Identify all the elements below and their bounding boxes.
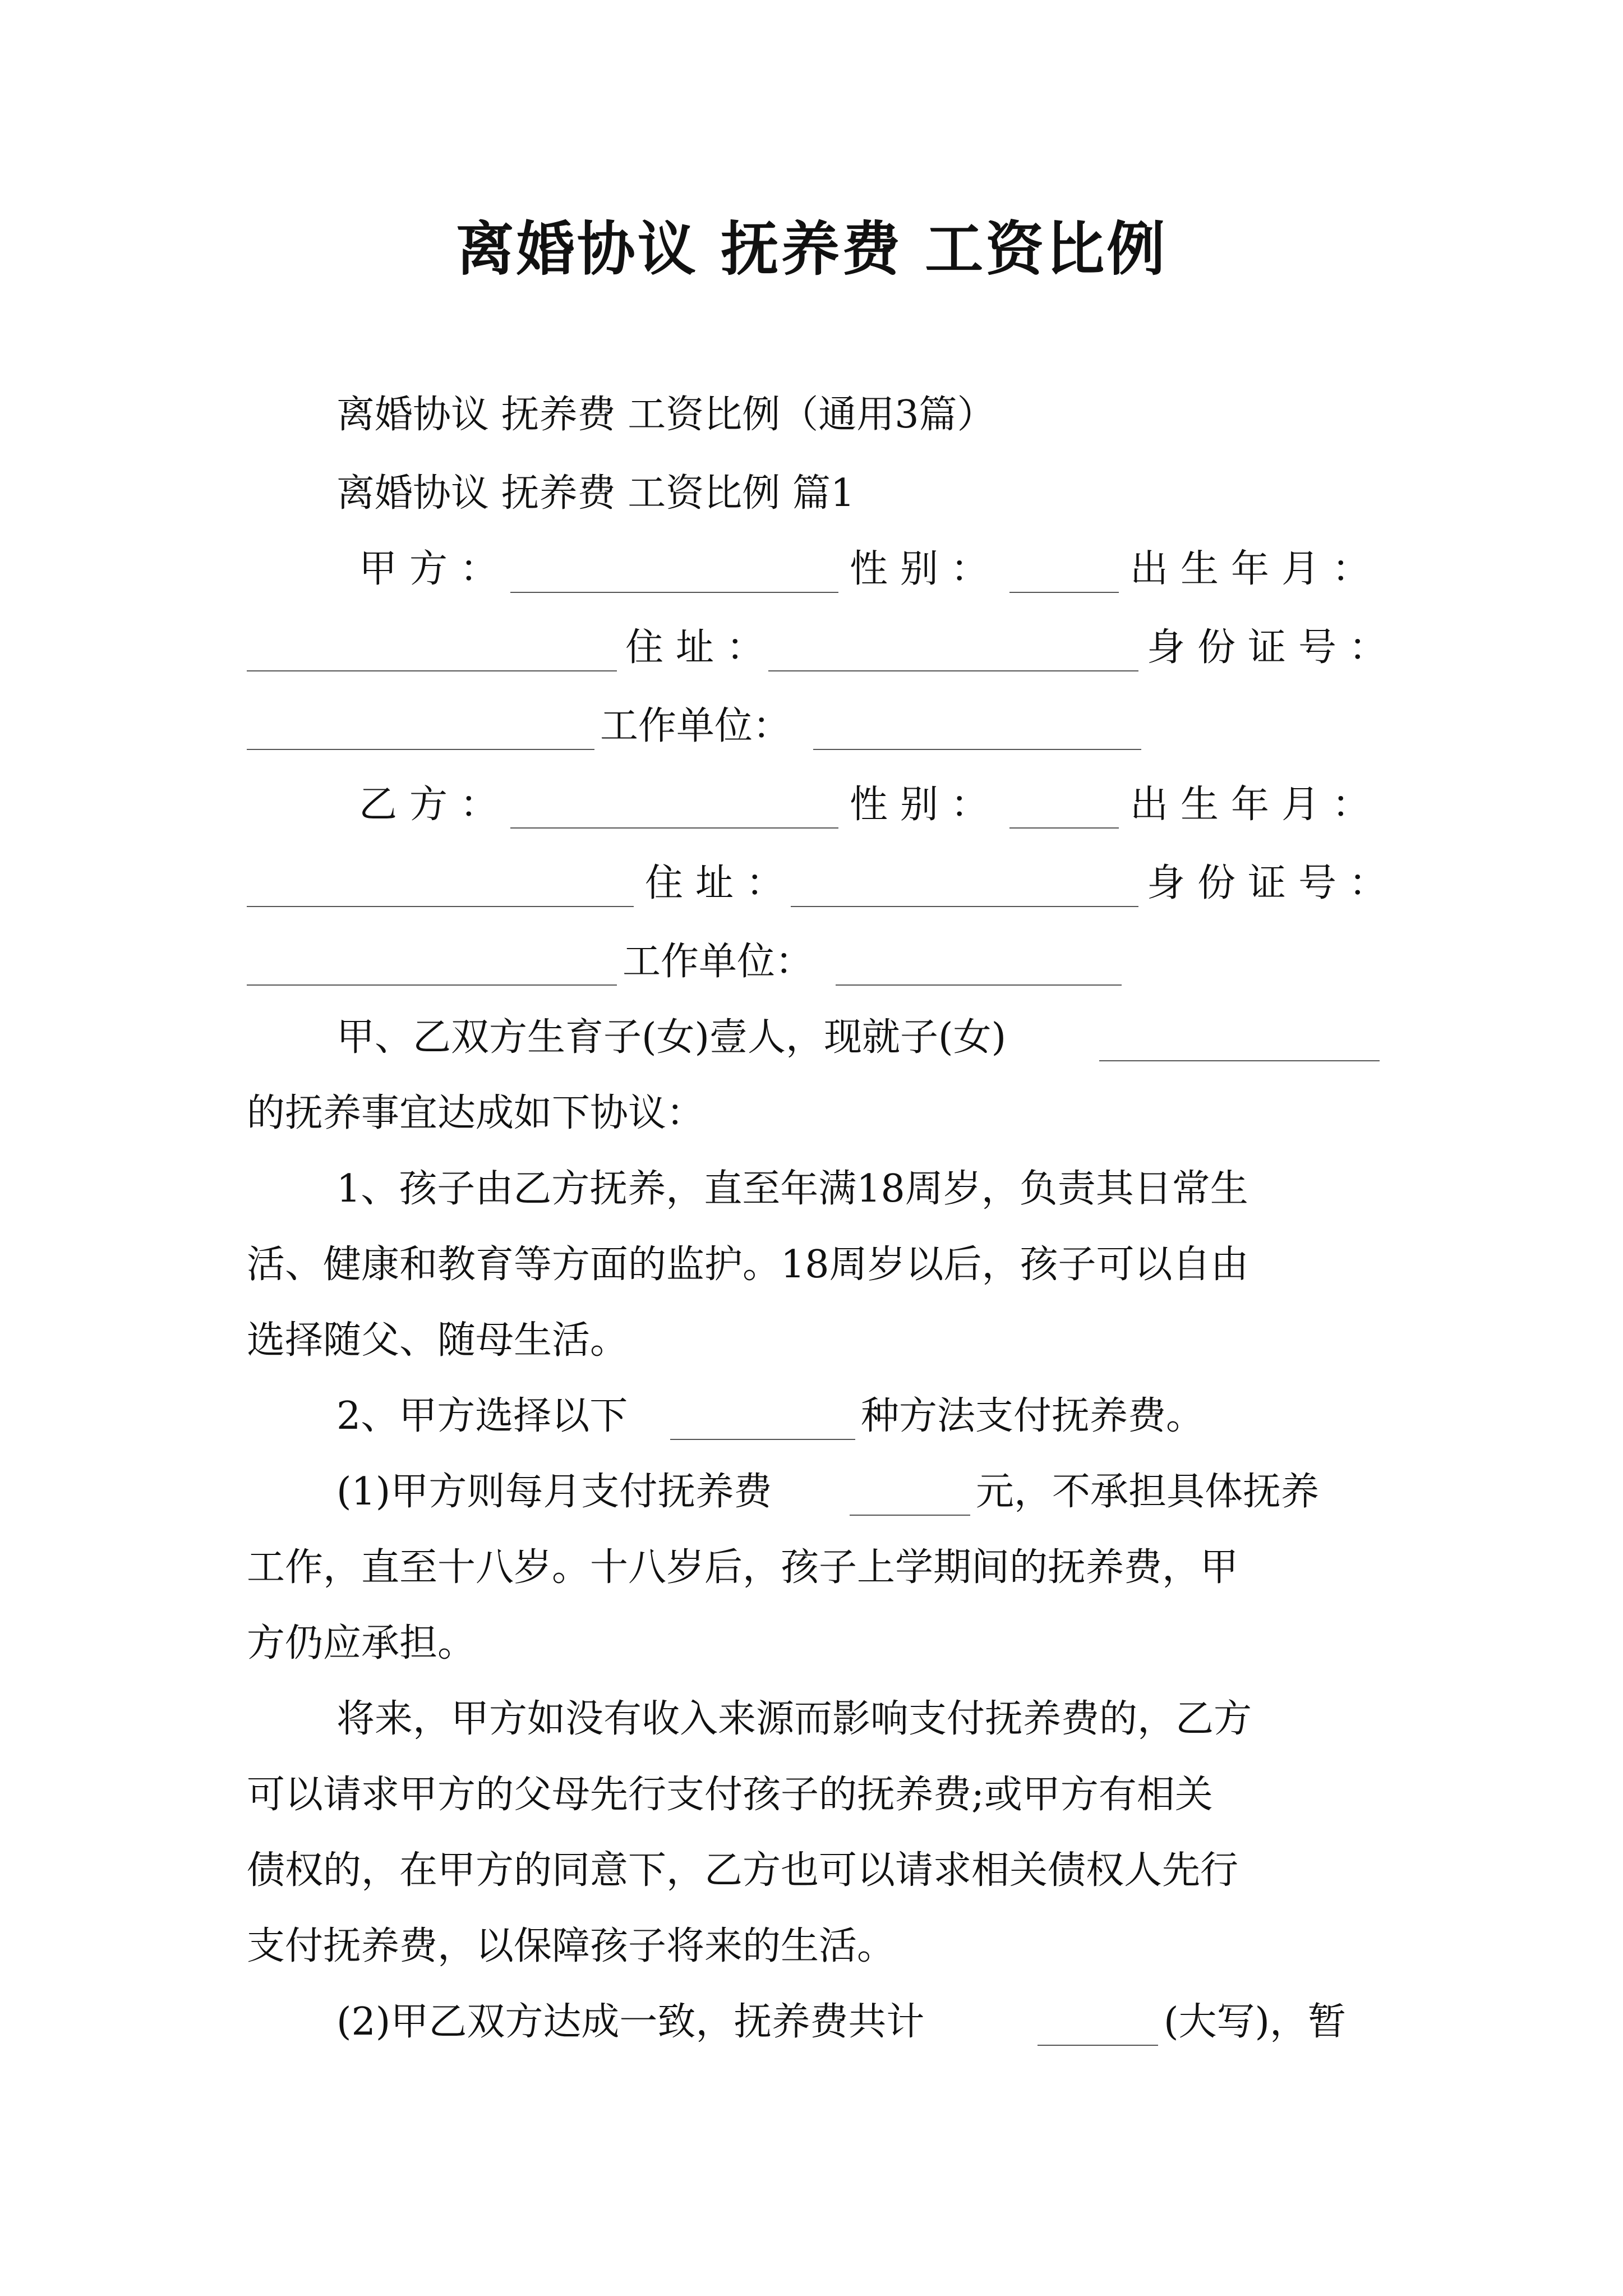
para1-line-3: 选择随父、随母生活。: [247, 1318, 629, 1363]
party-a-gender-blank[interactable]: [1009, 553, 1119, 593]
party-b-birth-label: 出生年月：: [1130, 783, 1383, 827]
para4-line-2: 可以请求甲方的父母先行支付孩子的抚养费;或甲方有相关: [247, 1773, 1213, 1817]
para4-line-4: 支付抚养费，以保障孩子将来的生活。: [247, 1924, 896, 1968]
para1-line-2: 活、健康和教育等方面的监护。18周岁以后，孩子可以自由: [247, 1243, 1249, 1287]
party-b-id-label: 身份证号：: [1147, 861, 1400, 905]
para3-text-a: (1)甲方则每月支付抚养费: [336, 1470, 772, 1514]
para5-text-a: (2)甲乙双方达成一致，抚养费共计: [336, 2000, 925, 2044]
party-a-address-blank[interactable]: [768, 631, 1138, 671]
party-b-label: 乙方：: [359, 783, 511, 827]
para2-text-b: 种方法支付抚养费。: [861, 1394, 1205, 1438]
party-b-address-blank[interactable]: [791, 867, 1138, 907]
document-title: 离婚协议 抚养费 工资比例: [455, 214, 1168, 283]
method-count-blank[interactable]: [670, 1400, 855, 1440]
subtitle: 离婚协议 抚养费 工资比例（通用3篇）: [336, 393, 995, 437]
party-a-birth-label: 出生年月：: [1130, 547, 1383, 591]
party-b-name-blank[interactable]: [510, 788, 838, 829]
intro-line-2: 的抚养事宜达成如下协议：: [247, 1091, 705, 1135]
para3-line-3: 方仍应承担。: [247, 1621, 476, 1665]
party-b-gender-label: 性别：: [850, 783, 1002, 827]
monthly-amount-blank[interactable]: [850, 1475, 970, 1516]
party-a-address-label: 住址：: [625, 625, 777, 670]
para1-line-1: 1、孩子由乙方抚养，直至年满18周岁，负责其日常生: [336, 1167, 1248, 1211]
party-b-address-label: 住址：: [645, 861, 797, 905]
party-a-work-blank[interactable]: [813, 710, 1141, 750]
party-b-gender-blank[interactable]: [1009, 788, 1119, 829]
party-b-work-label: 工作单位：: [623, 940, 814, 984]
intro-line-1: 甲、乙双方生育子(女)壹人，现就子(女): [336, 1015, 1007, 1060]
party-a-label: 甲方：: [359, 547, 511, 591]
party-b-work-blank[interactable]: [836, 945, 1122, 986]
para3-line-2: 工作，直至十八岁。十八岁后，孩子上学期间的抚养费，甲: [247, 1545, 1239, 1590]
party-a-name-blank[interactable]: [510, 553, 838, 593]
child-name-blank[interactable]: [1099, 1021, 1380, 1061]
para2-text-a: 2、甲方选择以下: [336, 1394, 628, 1438]
para3-text-b: 元，不承担具体抚养: [976, 1470, 1320, 1514]
para5-text-b: (大写)，暂: [1164, 2000, 1347, 2044]
party-a-id-label: 身份证号：: [1147, 625, 1400, 670]
para4-line-1: 将来，甲方如没有收入来源而影响支付抚养费的，乙方: [336, 1697, 1252, 1741]
party-a-gender-label: 性别：: [850, 547, 1002, 591]
party-b-id-blank[interactable]: [247, 945, 617, 986]
total-amount-blank[interactable]: [1038, 2005, 1158, 2046]
party-b-birth-blank[interactable]: [247, 867, 634, 907]
section-heading: 离婚协议 抚养费 工资比例 篇1: [336, 471, 855, 516]
para4-line-3: 债权的，在甲方的同意下，乙方也可以请求相关债权人先行: [247, 1848, 1239, 1893]
party-a-birth-blank[interactable]: [247, 631, 617, 671]
party-a-work-label: 工作单位：: [600, 704, 791, 748]
party-a-id-blank[interactable]: [247, 710, 594, 750]
